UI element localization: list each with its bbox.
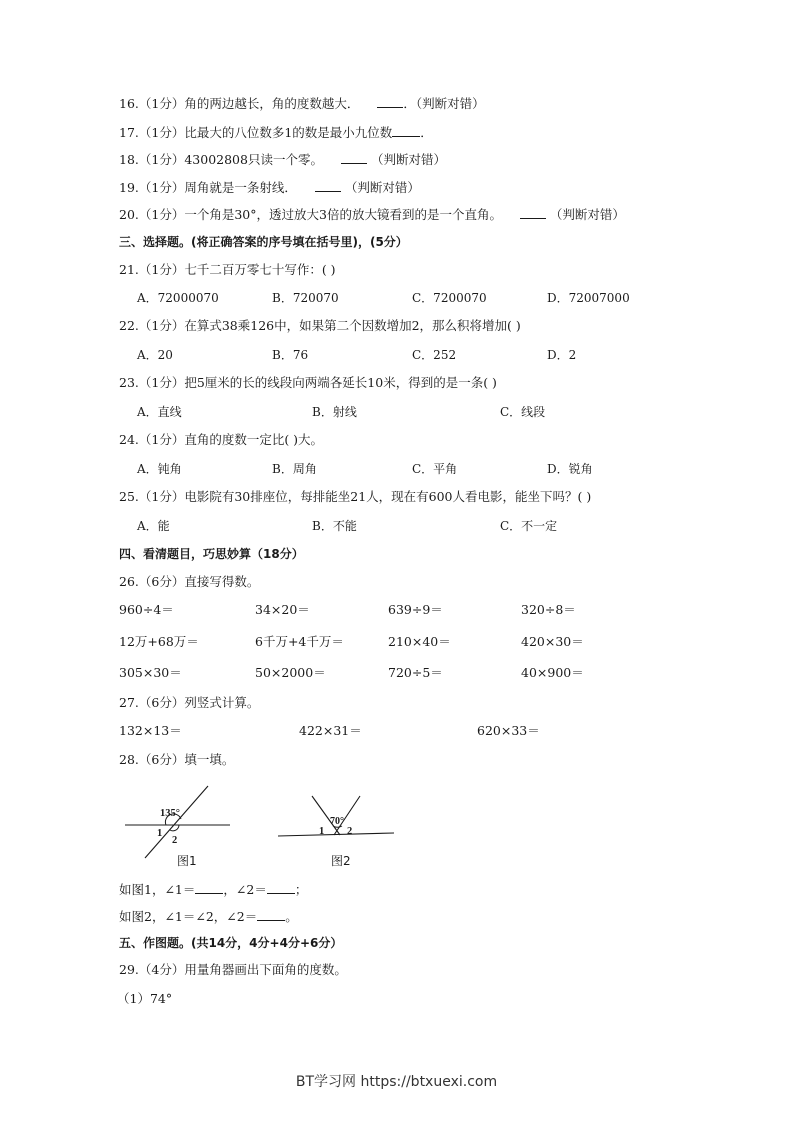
question-tail: ． bbox=[420, 125, 433, 140]
option-a[interactable]: A．20 bbox=[137, 348, 173, 362]
question-27: 27.（6分）列竖式计算。 bbox=[119, 695, 260, 710]
oral-item: 720÷5＝ bbox=[388, 665, 443, 680]
fill-in-figure-1 bbox=[119, 881, 307, 898]
question-17 bbox=[119, 124, 433, 141]
fill-text: 如图1，∠1＝ bbox=[119, 882, 196, 897]
question-24: 24.（1分）直角的度数一定比( )大。 bbox=[119, 432, 324, 447]
oral-item: 12万+68万＝ bbox=[119, 634, 199, 649]
question-text: 16.（1分）角的两边越长，角的度数越大． bbox=[119, 96, 360, 111]
angle-1-label: 1 bbox=[319, 826, 325, 837]
option-d[interactable]: D．72007000 bbox=[547, 291, 630, 305]
oral-item: 6千万+4千万＝ bbox=[255, 634, 344, 649]
angle-1-label: 1 bbox=[157, 828, 163, 839]
fill-in-figure-2 bbox=[119, 908, 298, 925]
option-a[interactable]: A．钝角 bbox=[137, 462, 182, 476]
question-29: 29.（4分）用量角器画出下面角的度数。 bbox=[119, 962, 347, 977]
question-tail: ．（判断对错） bbox=[403, 96, 485, 111]
option-b[interactable]: B．720070 bbox=[272, 291, 339, 305]
figure-2-diagram bbox=[274, 790, 398, 842]
angle-135-label: 135° bbox=[160, 808, 180, 819]
question-20 bbox=[119, 206, 625, 223]
question-tail: （判断对错） bbox=[370, 152, 446, 167]
question-text: 18.（1分）43002808只读一个零。 bbox=[119, 152, 323, 167]
fill-text: 。 bbox=[285, 909, 298, 924]
answer-blank[interactable] bbox=[392, 124, 420, 137]
oral-item: 639÷9＝ bbox=[388, 602, 443, 617]
figure-1-caption: 图1 bbox=[177, 854, 197, 868]
question-text: 17.（1分）比最大的八位数多1的数是最小九位数 bbox=[119, 125, 393, 140]
option-c[interactable]: C．线段 bbox=[500, 405, 546, 419]
question-19 bbox=[119, 179, 420, 196]
oral-item: 34×20＝ bbox=[255, 602, 310, 617]
page-footer: BT学习网 https://btxuexi.com bbox=[295, 1074, 498, 1090]
vertical-calc-item: 620×33＝ bbox=[477, 723, 540, 738]
oral-item: 420×30＝ bbox=[521, 634, 584, 649]
vertical-calc-item: 132×13＝ bbox=[119, 723, 182, 738]
angle-2-label: 2 bbox=[172, 835, 178, 846]
vertical-calc-item: 422×31＝ bbox=[299, 723, 362, 738]
section-3-heading: 三、选择题。(将正确答案的序号填在括号里)，(5分） bbox=[119, 235, 408, 249]
fill-text: ，∠2＝ bbox=[223, 882, 267, 897]
question-21: 21.（1分）七千二百万零七十写作：( ) bbox=[119, 262, 336, 277]
answer-blank[interactable] bbox=[315, 179, 341, 192]
option-b[interactable]: B．周角 bbox=[272, 462, 317, 476]
question-29-part-1: （1）74° bbox=[117, 991, 173, 1006]
answer-blank[interactable] bbox=[267, 881, 295, 894]
answer-blank[interactable] bbox=[520, 206, 546, 219]
option-a[interactable]: A．直线 bbox=[137, 405, 182, 419]
option-b[interactable]: B．76 bbox=[272, 348, 309, 362]
option-c[interactable]: C．7200070 bbox=[412, 291, 487, 305]
option-d[interactable]: D．锐角 bbox=[547, 462, 593, 476]
question-text: 20.（1分）一个角是30°，透过放大3倍的放大镜看到的是一个直角。 bbox=[119, 207, 502, 222]
question-28: 28.（6分）填一填。 bbox=[119, 752, 235, 767]
answer-blank[interactable] bbox=[341, 151, 367, 164]
angle-70-label: 70° bbox=[330, 816, 344, 827]
oral-item: 40×900＝ bbox=[521, 665, 584, 680]
figure-2-caption: 图2 bbox=[331, 854, 351, 868]
oral-item: 320÷8＝ bbox=[521, 602, 576, 617]
option-b[interactable]: B．不能 bbox=[312, 519, 357, 533]
answer-blank[interactable] bbox=[257, 908, 285, 921]
option-c[interactable]: C．平角 bbox=[412, 462, 458, 476]
option-c[interactable]: C．252 bbox=[412, 348, 457, 362]
option-b[interactable]: B．射线 bbox=[312, 405, 357, 419]
option-a[interactable]: A．72000070 bbox=[137, 291, 219, 305]
question-26: 26.（6分）直接写得数。 bbox=[119, 574, 260, 589]
question-tail: （判断对错） bbox=[549, 207, 625, 222]
question-25: 25.（1分）电影院有30排座位，每排能坐21人，现在有600人看电影，能坐下吗？( ) bbox=[119, 489, 592, 504]
section-5-heading: 五、作图题。(共14分，4分+4分+6分） bbox=[119, 936, 343, 950]
section-4-heading: 四、看清题目，巧思妙算（18分） bbox=[119, 547, 304, 561]
question-22: 22.（1分）在算式38乘126中，如果第二个因数增加2，那么积将增加( ) bbox=[119, 318, 521, 333]
option-d[interactable]: D．2 bbox=[547, 348, 577, 362]
figure-1-diagram bbox=[120, 780, 240, 862]
question-16 bbox=[119, 95, 485, 112]
angle-2-label: 2 bbox=[347, 826, 353, 837]
fill-text: 如图2，∠1＝∠2，∠2＝ bbox=[119, 909, 258, 924]
oral-item: 305×30＝ bbox=[119, 665, 182, 680]
option-a[interactable]: A．能 bbox=[137, 519, 170, 533]
fill-text: ； bbox=[294, 882, 308, 897]
option-c[interactable]: C．不一定 bbox=[500, 519, 558, 533]
oral-item: 50×2000＝ bbox=[255, 665, 326, 680]
answer-blank[interactable] bbox=[377, 95, 403, 108]
answer-blank[interactable] bbox=[195, 881, 223, 894]
question-text: 19.（1分）周角就是一条射线． bbox=[119, 180, 297, 195]
question-tail: （判断对错） bbox=[344, 180, 420, 195]
question-23: 23.（1分）把5厘米的长的线段向两端各延长10米，得到的是一条( ) bbox=[119, 375, 497, 390]
oral-item: 210×40＝ bbox=[388, 634, 451, 649]
oral-item: 960÷4＝ bbox=[119, 602, 174, 617]
question-18 bbox=[119, 151, 446, 168]
